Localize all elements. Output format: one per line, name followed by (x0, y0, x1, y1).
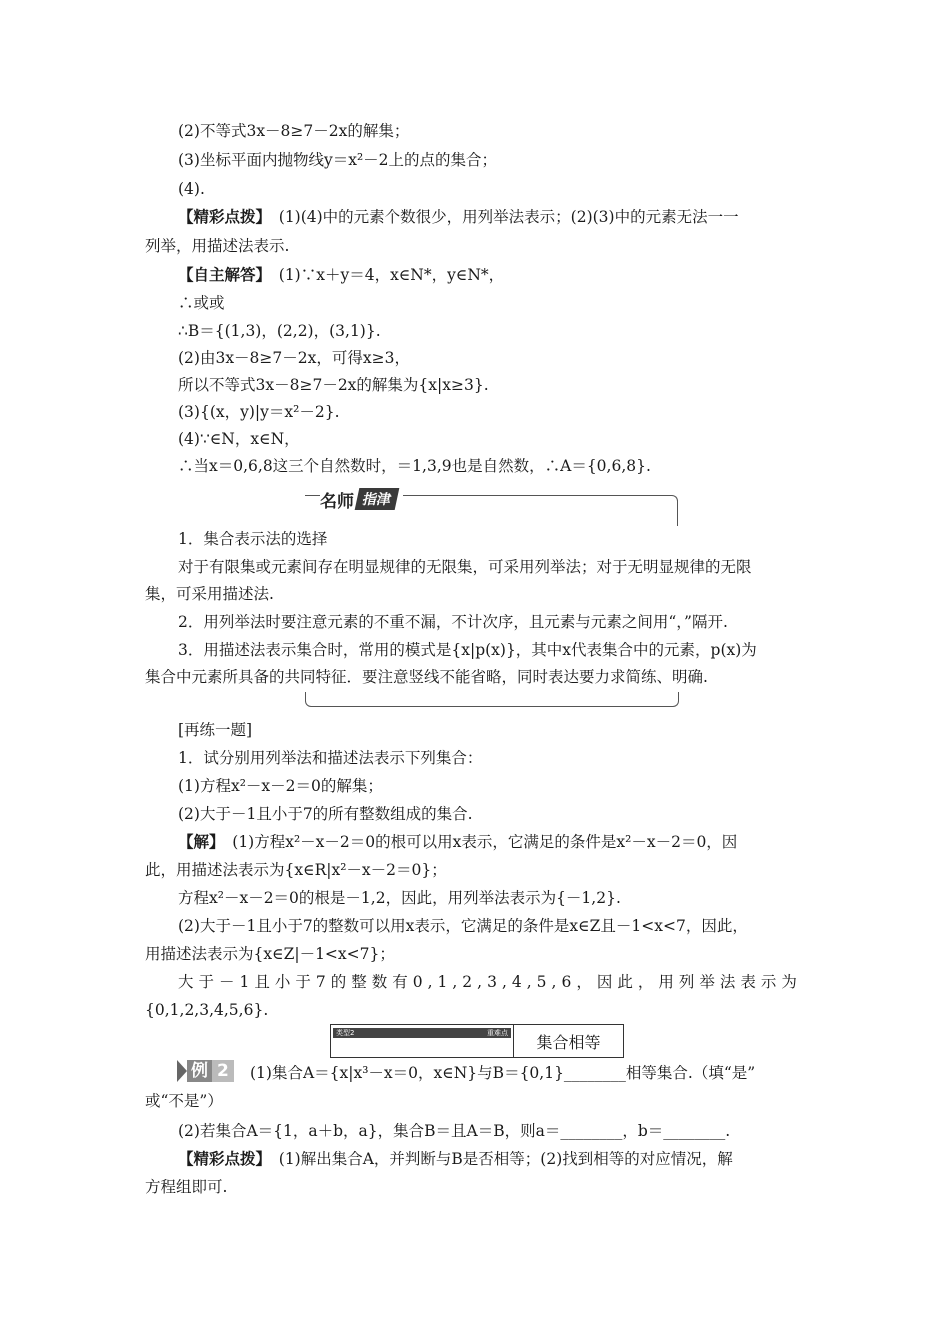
arrow-icon (177, 1060, 187, 1082)
answer-line: 此，用描述法表示为{x∈R|x²－x－2＝0}； (145, 861, 447, 879)
solve-step: (3){(x，y)|y＝x²－2}. (178, 403, 340, 421)
solve-step: ∴B＝{(1,3)，(2,2)，(3,1)}. (178, 322, 381, 340)
example-number: 2 (212, 1060, 234, 1082)
solve-label: 【自主解答】 (178, 265, 264, 284)
type-header-left (331, 1025, 514, 1057)
type-label: 类型2 (336, 1029, 355, 1037)
mingshi-item: 1．集合表示法的选择 (178, 530, 328, 548)
hint-line (178, 206, 739, 228)
practice-heading: [再练一题] (178, 721, 253, 739)
practice-line: (1)方程x²－x－2＝0的解集； (178, 777, 383, 795)
solve-text: (1)∵x＋y＝4，x∈N*，y∈N*， (263, 266, 505, 284)
hint-continuation: 列举，用描述法表示. (145, 237, 290, 255)
hint-text: (1)(4)中的元素个数很少，用列举法表示；(2)(3)中的元素无法一一 (263, 208, 739, 226)
example-line: 或“不是”） (145, 1092, 223, 1110)
example-label: 例 (187, 1060, 212, 1082)
answer-line: 用描述法表示为{x∈Z|－1<x<7}； (145, 945, 395, 963)
example-hint-label: 【精彩点拨】 (178, 1149, 264, 1168)
example-line: (1)集合A＝{x|x³－x＝0，x∈N}与B＝{0,1}________相等集合.（填“是” (250, 1064, 756, 1082)
solve-step: (2)由3x－8≥7－2x，可得x≥3， (178, 349, 410, 367)
mingshi-frame-bottom (305, 692, 679, 707)
type-header (330, 1024, 624, 1058)
example-hint-line (178, 1148, 733, 1170)
mingshi-label: 名师 (320, 491, 354, 512)
answer-line: (2)大于－1且小于7的整数可以用x表示，它满足的条件是x∈Z且－1<x<7，因此， (178, 917, 748, 935)
mingshi-item: 2．用列举法时要注意元素的不重不漏，不计次序，且元素与元素之间用“，”隔开. (178, 613, 728, 631)
mingshi-item: 集，可采用描述法. (145, 585, 274, 603)
type-title: 集合相等 (536, 1032, 601, 1052)
solve-step: ∴当x＝0,6,8这三个自然数时，＝1,3,9也是自然数，∴A＝{0,6,8}. (178, 457, 651, 475)
solve-step: (4)∵∈N，x∈N， (178, 430, 300, 448)
example-hint-continuation: 方程组即可. (145, 1178, 228, 1196)
practice-line: 1．试分别用列举法和描述法表示下列集合： (178, 749, 483, 767)
example-hint-text: (1)解出集合A，并判断与B是否相等；(2)找到相等的对应情况，解 (263, 1150, 733, 1168)
example-badge (177, 1060, 234, 1082)
mingshi-item: 集合中元素所具备的共同特征．要注意竖线不能省略，同时表达要力求简练、明确. (145, 668, 708, 686)
problem-line-4: (4). (178, 180, 205, 198)
example-line: (2)若集合A＝{1，a＋b，a}，集合B＝且A＝B，则a＝________，b＝________. (178, 1122, 731, 1140)
solve-step: ∴或或 (178, 294, 225, 312)
mingshi-heading (320, 487, 403, 511)
answer-line: 大于－1且小于7的整数有0,1,2,3,4,5,6，因此，用列举法表示为 (178, 973, 802, 991)
mingshi-tag: 指津 (355, 488, 400, 510)
mingshi-item: 对于有限集或元素间存在明显规律的无限集，可采用列举法；对于无明显规律的无限 (178, 558, 752, 576)
practice-line: (2)大于－1且小于7的所有整数组成的集合. (178, 805, 473, 823)
answer-line: 方程x²－x－2＝0的根是－1,2，因此，用列举法表示为{－1,2}. (178, 889, 621, 907)
answer-line (178, 831, 737, 853)
answer-text: (1)方程x²－x－2＝0的根可以用x表示，它满足的条件是x²－x－2＝0，因 (216, 833, 738, 851)
mingshi-item: 3．用描述法表示集合时，常用的模式是{x|p(x)}，其中x代表集合中的元素，p(x)为 (178, 641, 757, 659)
hint-label: 【精彩点拨】 (178, 207, 264, 226)
answer-label: 【解】 (178, 832, 217, 851)
answer-line: {0,1,2,3,4,5,6}. (145, 1001, 269, 1019)
problem-line-2: (2)不等式3x－8≥7－2x的解集； (178, 122, 410, 140)
solve-step: 所以不等式3x－8≥7－2x的解集为{x|x≥3}. (178, 376, 489, 394)
type-difficulty: 重难点 (487, 1029, 508, 1037)
type-header-bar (333, 1028, 511, 1038)
problem-line-3: (3)坐标平面内抛物线y＝x²－2上的点的集合； (178, 151, 498, 169)
solve-line (178, 264, 504, 286)
